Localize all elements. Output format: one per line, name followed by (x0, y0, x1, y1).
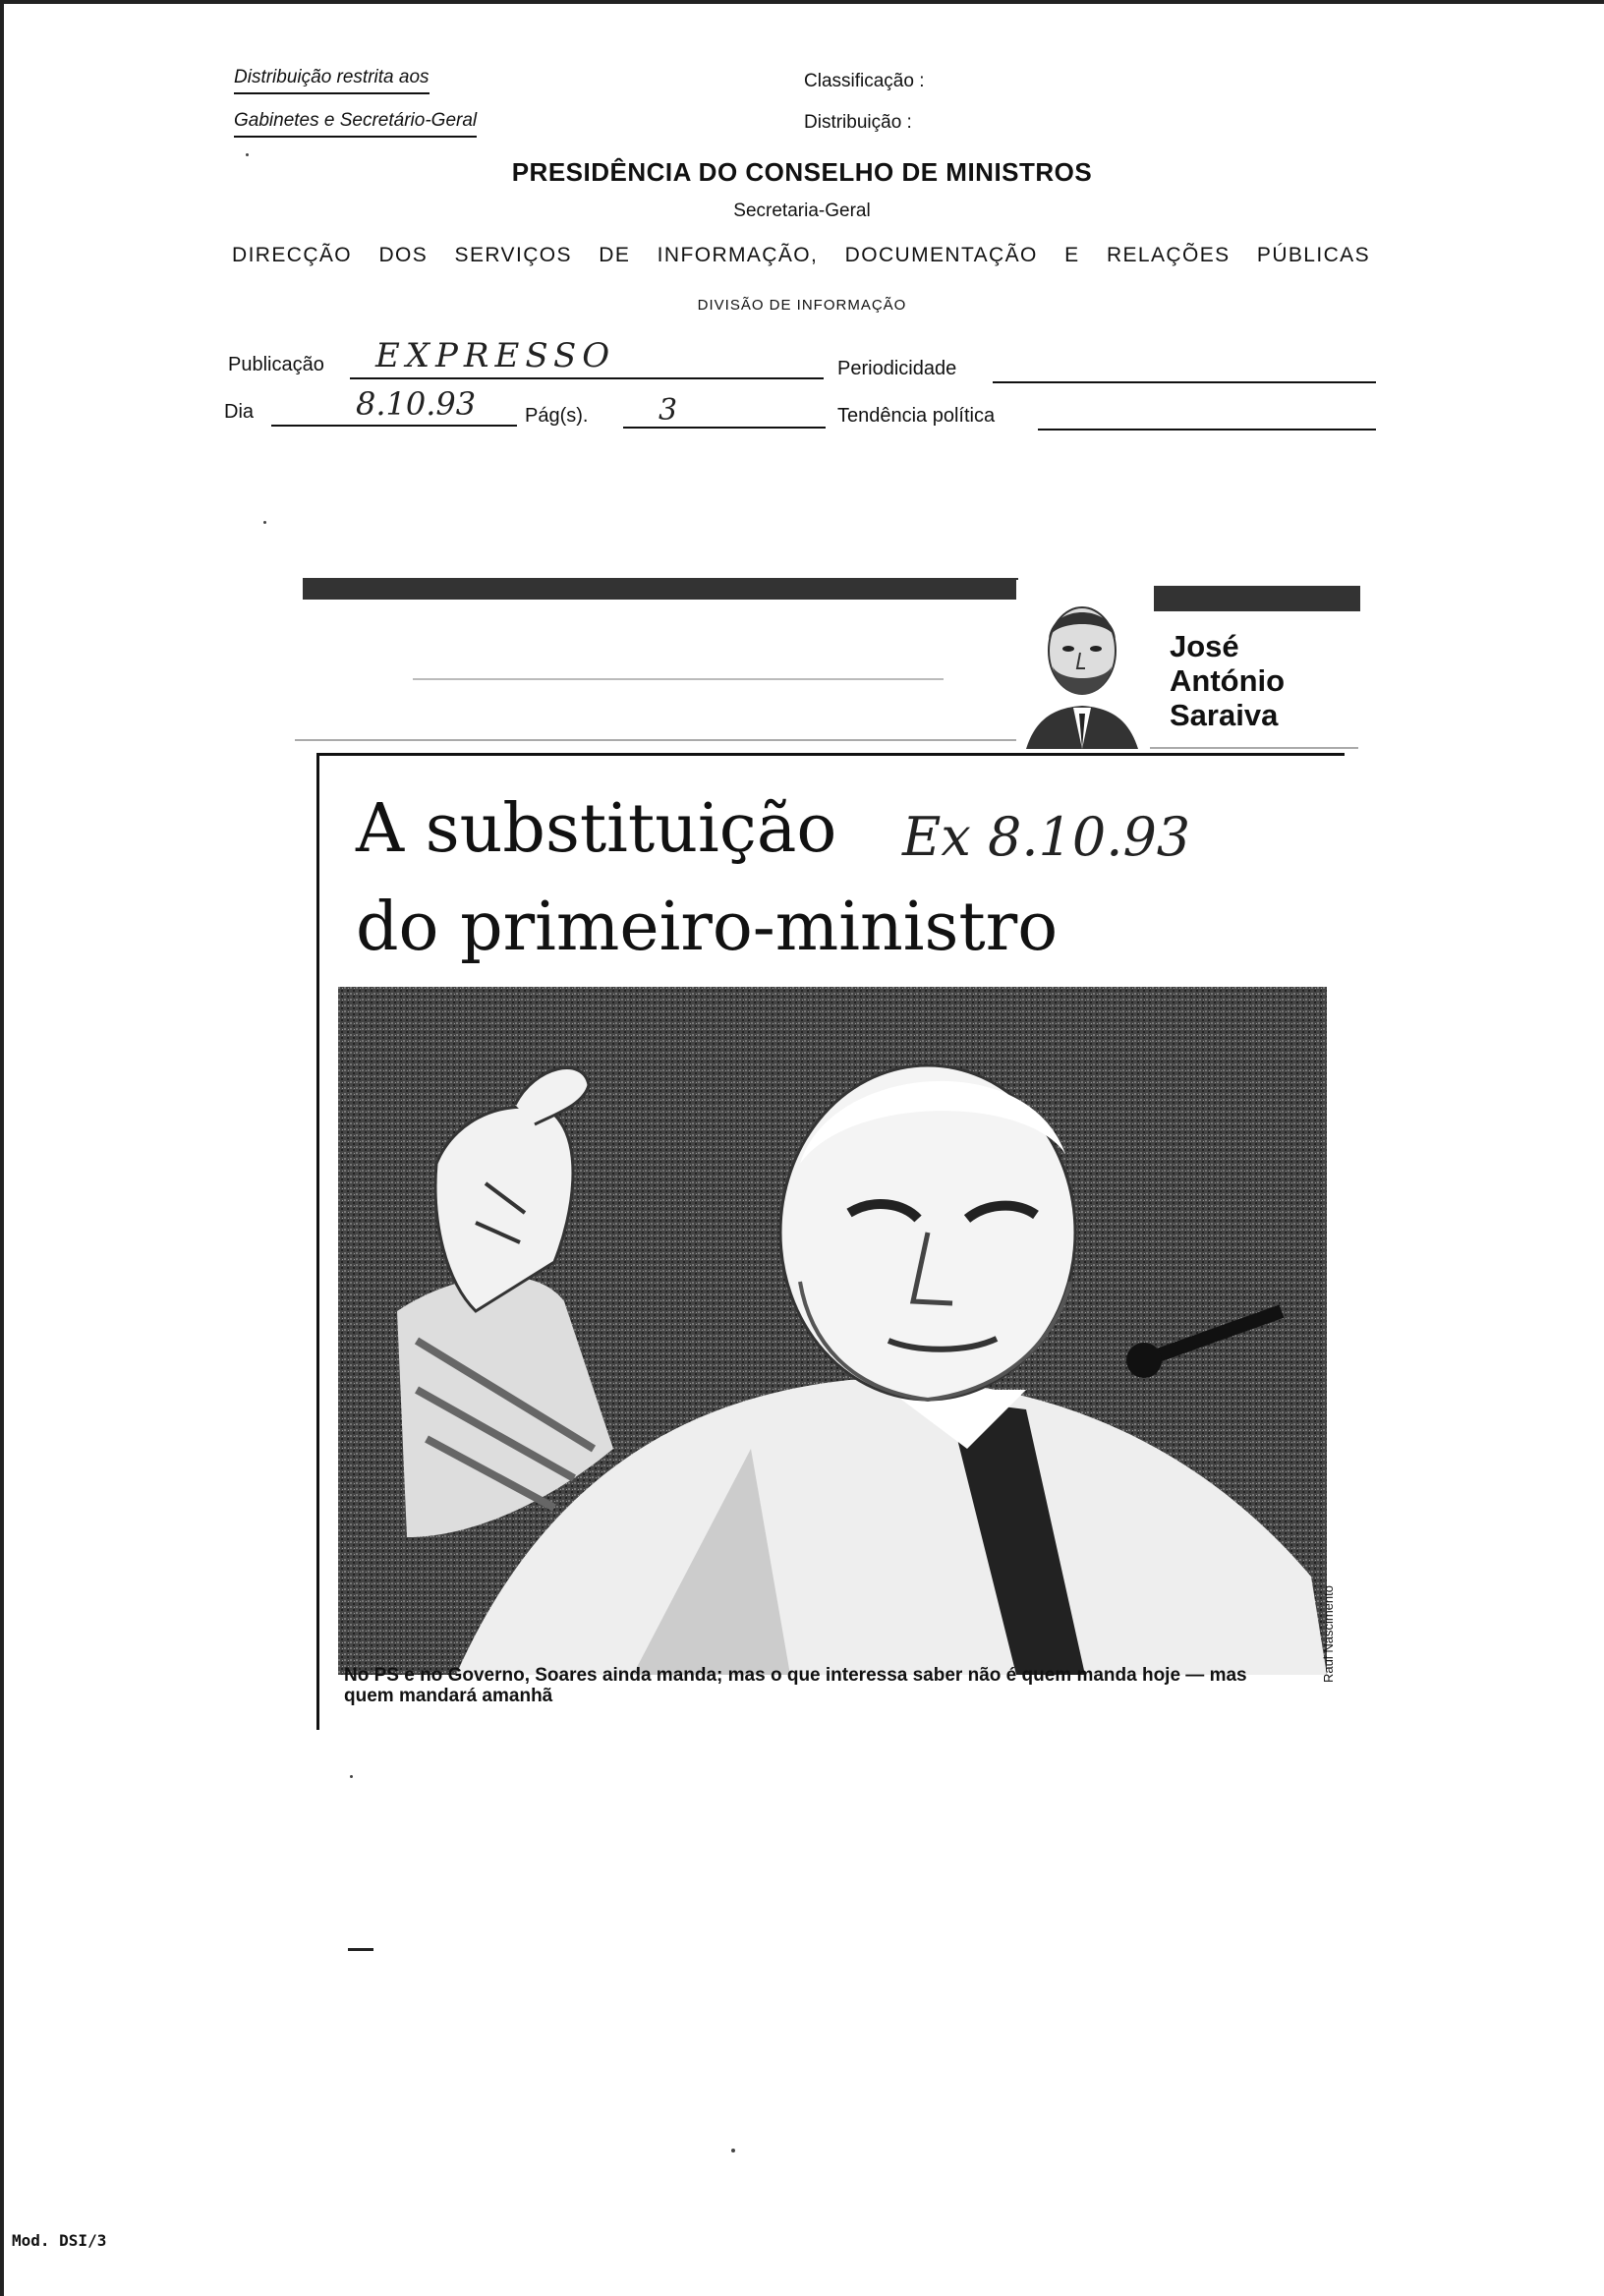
tendencia-label: Tendência política (837, 405, 996, 427)
tendencia-line (1038, 429, 1376, 430)
underline (234, 92, 430, 94)
form-code: Mod. DSI/3 (12, 2231, 107, 2250)
classificacao-label: Classificação : (804, 71, 925, 91)
restricted-distribution-text2: Gabinetes e Secretário-Geral (234, 110, 478, 131)
author-middle-name: António (1170, 663, 1286, 698)
speck (731, 2149, 735, 2152)
handwritten-note: Ex 8.10.93 (902, 806, 1191, 868)
publicacao-line (350, 377, 824, 379)
author-name (1170, 629, 1285, 732)
periodicidade-label: Periodicidade (837, 358, 957, 379)
pags-line (623, 427, 826, 429)
underline (234, 136, 477, 138)
secretaria-heading: Secretaria-Geral (733, 201, 871, 221)
dia-handwritten-value: 8.10.93 (356, 385, 477, 423)
column-banner-block (1154, 586, 1360, 611)
page-border-left (0, 0, 4, 2296)
pags-label: Pág(s). (525, 405, 589, 427)
photo-caption: No PS e no Governo, Soares ainda manda; mas o que interessa saber não é quem manda hoje — mas quem mandará amanhã (344, 1665, 1247, 1706)
photo-credit: Raul Nascimento (1321, 1585, 1336, 1683)
author-last-name: Saraiva (1170, 698, 1279, 732)
scan-noise (295, 739, 1022, 741)
stray-dash (348, 1948, 373, 1951)
dia-label: Dia (224, 401, 255, 423)
speck (350, 1775, 353, 1778)
headline-line1: A substituição (356, 790, 837, 868)
author-portrait-image (1016, 580, 1148, 749)
dia-line (271, 425, 517, 427)
distribuicao-label: Distribuição : (804, 112, 912, 133)
divisao-heading: DIVISÃO DE INFORMAÇÃO (697, 297, 907, 314)
publicacao-label: Publicação (228, 354, 324, 375)
scan-noise (1150, 747, 1358, 749)
article-box-top-rule (316, 753, 1345, 756)
restricted-distribution-line2 (234, 110, 477, 132)
periodicidade-line (993, 381, 1376, 383)
page-border-top (0, 0, 1604, 4)
column-banner-bar (303, 578, 1018, 600)
article-box-left-rule (316, 753, 319, 1730)
speck (246, 153, 249, 156)
headline-line2: do primeiro-ministro (356, 889, 1059, 966)
article-photo (338, 987, 1327, 1675)
direccao-heading: DIRECÇÃO DOS SERVIÇOS DE INFORMAÇÃO, DOCUMENTAÇÃO E RELAÇÕES PÚBLICAS (232, 244, 1370, 266)
presidencia-heading: PRESIDÊNCIA DO CONSELHO DE MINISTROS (511, 157, 1093, 187)
scan-noise (413, 678, 944, 680)
publicacao-handwritten-value: EXPRESSO (375, 336, 616, 375)
author-first-name: José (1170, 629, 1239, 663)
restricted-distribution-line1 (234, 67, 430, 88)
restricted-distribution-text1: Distribuição restrita aos (234, 67, 430, 87)
pags-handwritten-value: 3 (659, 393, 678, 428)
speck (263, 521, 266, 524)
